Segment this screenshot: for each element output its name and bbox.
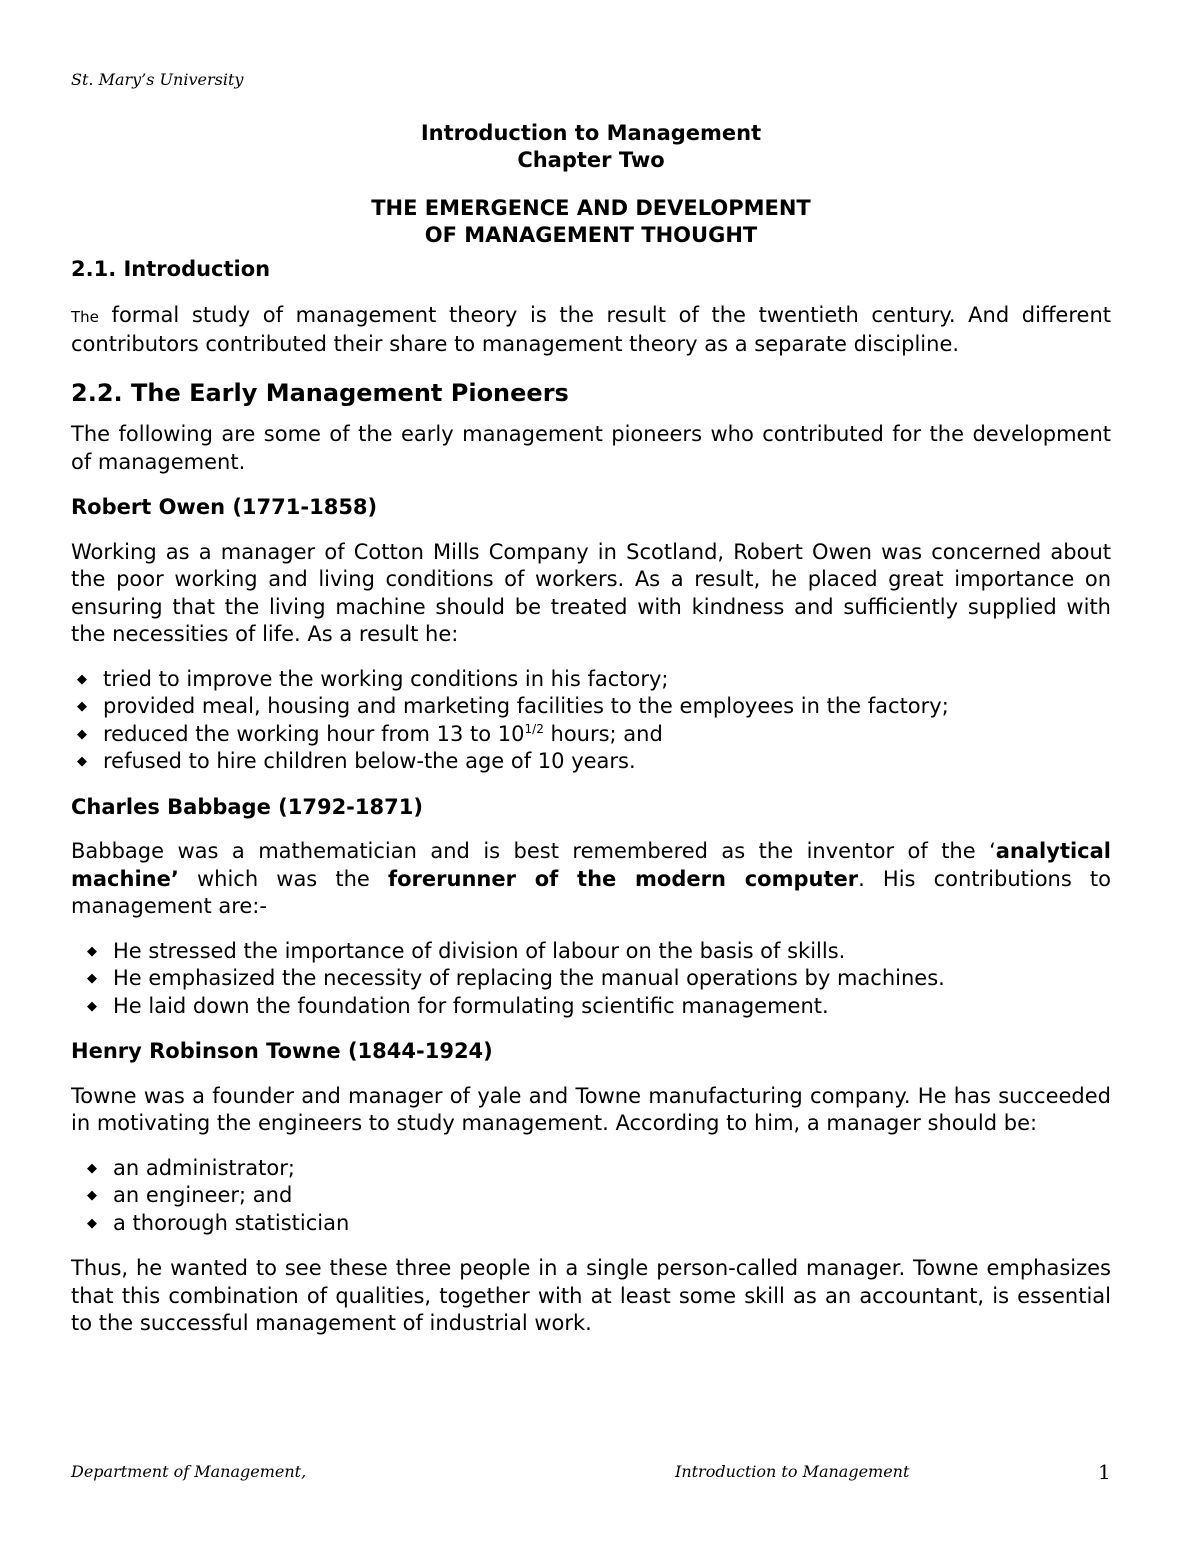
section-heading-introduction: 2.1. Introduction (71, 257, 271, 281)
diamond-bullet-icon: ◆ (87, 971, 97, 986)
diamond-bullet-icon: ◆ (77, 754, 87, 769)
course-title: Introduction to Management (420, 121, 762, 145)
list-item: ◆ He stressed the importance of division of labour on the basis of skills. (71, 938, 1111, 966)
list-item: ◆ reduced the working hour from 13 to $10^{1/2}$ hours; and (71, 721, 1111, 749)
list-item: ◆ an engineer; and (71, 1182, 1111, 1210)
babbage-contributions-list (71, 938, 1111, 1021)
footer-department: Department of Management, (71, 1462, 307, 1481)
introduction-paragraph: The formal study of management theory is the result of the twentieth century. And different contributors contributed their share to management theory as a separate discipline. (71, 302, 1111, 356)
owen-paragraph: Working as a manager of Cotton Mills Company in Scotland, Robert Owen was concerned about the poor working and living conditions of workers. As a result, he placed great importance on ensuring that the living machine should be treated with kindness and sufficiently supplied with the necessities of life. As a result he: (71, 539, 1111, 646)
chapter-heading-line-2: OF MANAGEMENT THOUGHT (424, 223, 758, 247)
heading-robert-owen: Robert Owen (1771-1858) (71, 495, 378, 519)
list-item: ◆ He laid down the foundation for formulating scientific management. (71, 993, 1111, 1021)
list-item: ◆ provided meal, housing and marketing facilities to the employees in the factory; (71, 693, 1111, 721)
list-item: ◆ refused to hire children below-the age of 10 years. (71, 748, 1111, 776)
list-item: ◆ He emphasized the necessity of replacing the manual operations by machines. (71, 965, 1111, 993)
pioneers-intro-paragraph: The following are some of the early management pioneers who contributed for the development of management. (71, 422, 1111, 474)
heading-henry-towne: Henry Robinson Towne (1844-1924) (71, 1039, 493, 1063)
diamond-bullet-icon: ◆ (87, 1160, 97, 1176)
diamond-bullet-icon: ◆ (87, 998, 97, 1014)
list-item: ◆ tried to improve the working conditions in his factory; (71, 666, 1111, 694)
diamond-bullet-icon: ◆ (87, 1188, 97, 1203)
heading-charles-babbage: Charles Babbage (1792-1871) (71, 794, 423, 819)
owen-contributions-list (71, 666, 1111, 776)
footer-course: Introduction to Management (675, 1462, 910, 1481)
diamond-bullet-icon: ◆ (77, 671, 87, 687)
section-heading-early-pioneers: 2.2. The Early Management Pioneers (71, 378, 569, 407)
chapter-heading-line-1: THE EMERGENCE AND DEVELOPMENT (371, 196, 811, 220)
towne-closing-paragraph: Thus, he wanted to see these three people in a single person-called manager. Towne emphasizes that this combination of qualities, together with at least some skill as an accountant, is essential to the successful management of industrial work. (71, 1256, 1111, 1335)
babbage-paragraph: Babbage was a mathematician and is best remembered as the inventor of the ‘analytical machine’ which was the forerunner of the modern computer. His contributions to management are:- (71, 839, 1112, 918)
diamond-bullet-icon: ◆ (77, 726, 87, 742)
diamond-bullet-icon: ◆ (87, 943, 97, 959)
list-item: ◆ a thorough statistician (71, 1210, 1111, 1238)
header-university: St. Mary’s University (71, 70, 244, 89)
chapter-title: Chapter Two (517, 148, 665, 172)
diamond-bullet-icon: ◆ (87, 1215, 97, 1231)
towne-paragraph: Towne was a founder and manager of yale and Towne manufacturing company. He has succeeded in motivating the engineers to study management. According to him, a manager should be: (71, 1083, 1111, 1135)
diamond-bullet-icon: ◆ (77, 699, 87, 714)
towne-qualities-list (71, 1155, 1111, 1238)
list-item: ◆ an administrator; (71, 1155, 1111, 1183)
document-title-block (71, 120, 1111, 249)
page-number: 1 (1098, 1460, 1111, 1484)
main-content (71, 256, 1111, 1338)
